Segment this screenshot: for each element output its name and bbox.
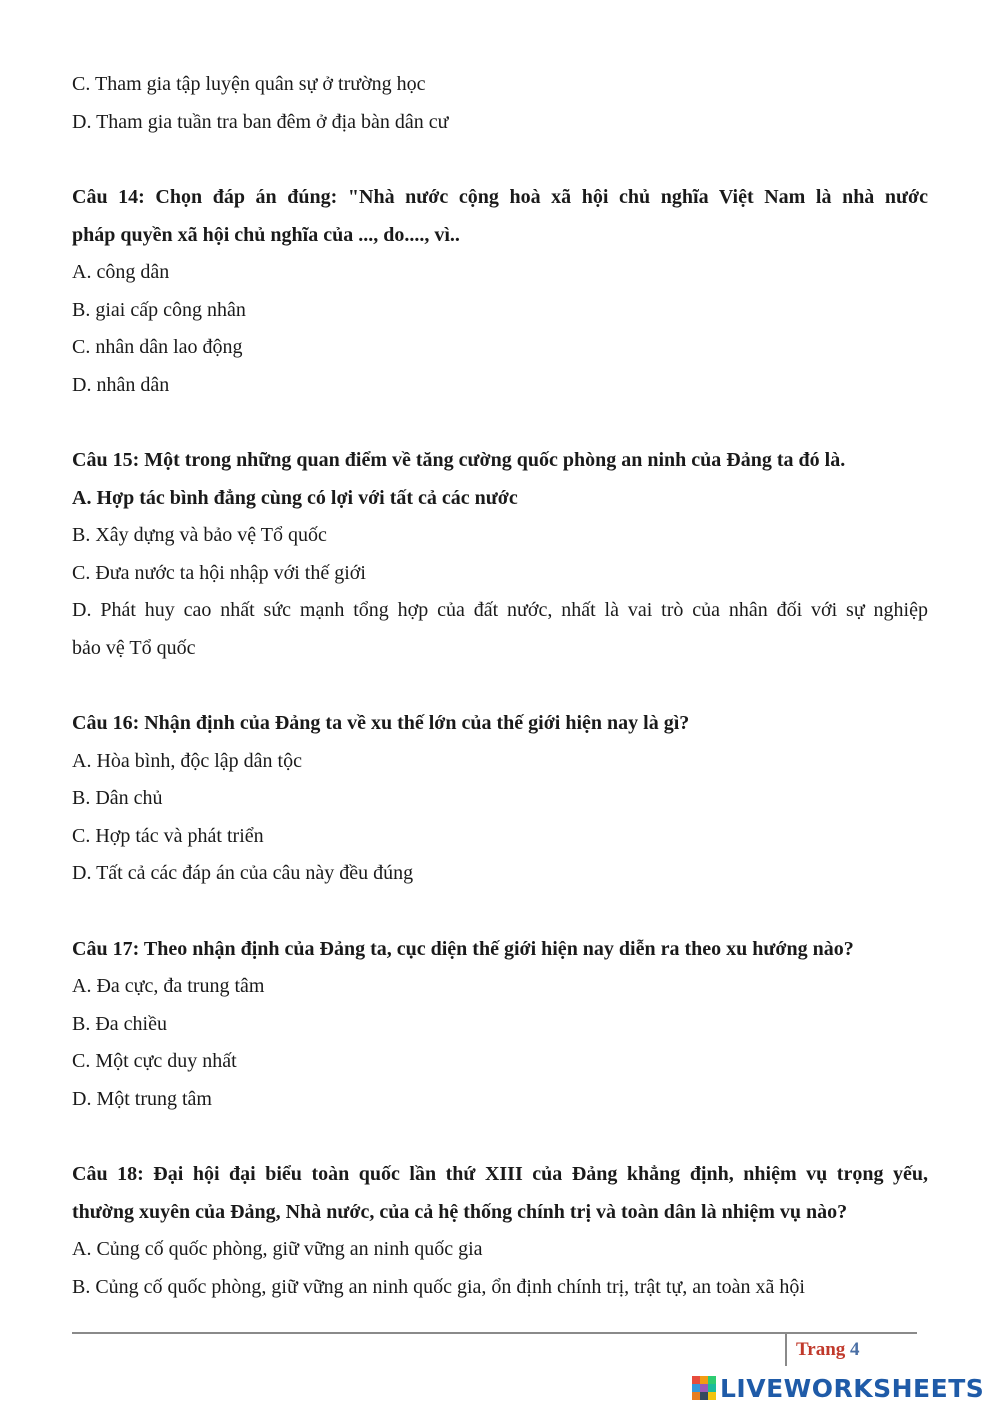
question-text: Câu 15: Một trong những quan điểm về tăng cường quốc phòng an ninh của Đảng ta đó là. — [72, 449, 846, 471]
answer-option: D. Phát huy cao nhất sức mạnh tổng hợp của đất nước, nhất là vai trò của nhân đối với sự nghiệp — [72, 599, 928, 621]
logo-cell — [692, 1392, 700, 1400]
logo-cell — [708, 1376, 716, 1384]
question-text: thường xuyên của Đảng, Nhà nước, của cả hệ thống chính trị và toàn dân là nhiệm vụ nào? — [72, 1200, 848, 1223]
question-text: Câu 14: Chọn đáp án đúng: "Nhà nước cộng hoà xã hội chủ nghĩa Việt Nam là nhà nước — [72, 186, 928, 208]
answer-option: D. Tất cả các đáp án của câu này đều đúng — [72, 862, 414, 884]
answer-option: B. Đa chiều — [72, 1012, 167, 1035]
worksheet-content — [72, 66, 928, 1306]
liveworksheets-logo — [692, 1371, 984, 1405]
logo-cell — [700, 1384, 708, 1392]
answer-option: C. Hợp tác và phát triển — [72, 824, 264, 847]
logo-cell — [692, 1384, 700, 1392]
question-text: pháp quyền xã hội chủ nghĩa của ..., do...., vì.. — [72, 223, 460, 246]
logo-cell — [708, 1384, 716, 1392]
logo-cell — [700, 1376, 708, 1384]
section-spacer — [72, 1118, 928, 1156]
section-spacer — [72, 893, 928, 931]
answer-option: A. Hòa bình, độc lập dân tộc — [72, 749, 302, 772]
question-text: Câu 16: Nhận định của Đảng ta về xu thế lớn của thế giới hiện nay là gì? — [72, 712, 690, 734]
page-indicator — [785, 1334, 860, 1366]
answer-option: D. Một trung tâm — [72, 1087, 212, 1110]
brand-name: LIVEWORKSHEETS — [720, 1373, 985, 1403]
answer-option: C. Tham gia tập luyện quân sự ở trường học — [72, 73, 426, 95]
answer-option: A. Hợp tác bình đẳng cùng có lợi với tất cả các nước — [72, 486, 518, 509]
question-text: Câu 17: Theo nhận định của Đảng ta, cục diện thế giới hiện nay diễn ra theo xu hướng nào? — [72, 937, 854, 960]
answer-option: A. Đa cực, đa trung tâm — [72, 975, 265, 997]
answer-option: C. nhân dân lao động — [72, 336, 243, 358]
answer-option: bảo vệ Tổ quốc — [72, 636, 196, 659]
logo-cell — [708, 1392, 716, 1400]
answer-option: B. giai cấp công nhân — [72, 298, 246, 321]
answer-option: B. Củng cố quốc phòng, giữ vững an ninh quốc gia, ổn định chính trị, trật tự, an toàn xã hội — [72, 1275, 805, 1298]
section-spacer — [72, 404, 928, 442]
answer-option: C. Một cực duy nhất — [72, 1050, 237, 1072]
answer-option: A. Củng cố quốc phòng, giữ vững an ninh quốc gia — [72, 1238, 483, 1260]
page-number: 4 — [850, 1339, 860, 1360]
answer-option: B. Xây dựng và bảo vệ Tổ quốc — [72, 524, 327, 546]
question-text: Câu 18: Đại hội đại biểu toàn quốc lần thứ XIII của Đảng khẳng định, nhiệm vụ trọng yếu, — [72, 1163, 928, 1185]
section-spacer — [72, 141, 928, 179]
answer-option: D. Tham gia tuần tra ban đêm ở địa bàn dân cư — [72, 110, 449, 133]
page-label: Trang — [796, 1339, 846, 1360]
answer-option: D. nhân dân — [72, 373, 170, 396]
logo-grid-icon — [692, 1376, 716, 1400]
answer-option: B. Dân chủ — [72, 787, 163, 809]
logo-cell — [692, 1376, 700, 1384]
logo-cell — [700, 1392, 708, 1400]
section-spacer — [72, 667, 928, 705]
answer-option: A. công dân — [72, 261, 170, 283]
answer-option: C. Đưa nước ta hội nhập với thế giới — [72, 561, 366, 584]
